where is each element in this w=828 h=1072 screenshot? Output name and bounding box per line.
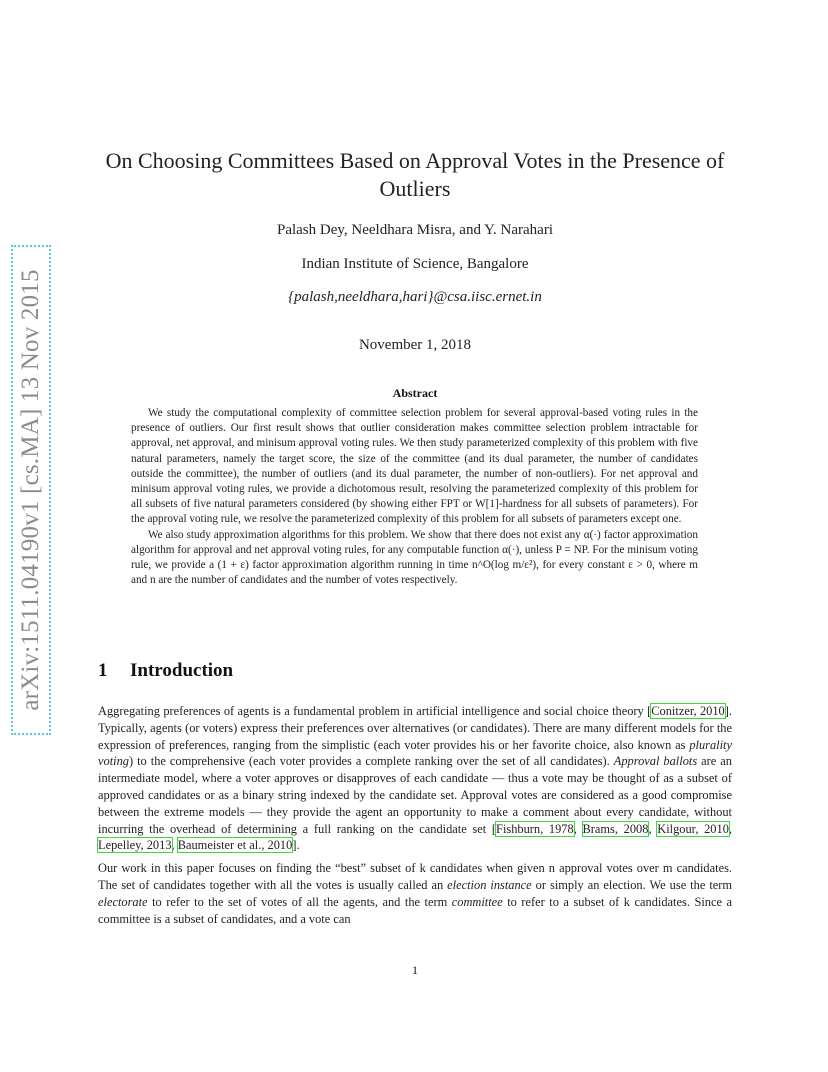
emphasis: Approval ballots xyxy=(613,754,698,769)
paper-title: On Choosing Committees Based on Approval Votes in the Presence of Outliers xyxy=(105,148,725,201)
text-run: are an intermediate model, where a voter approves or disapproves of each candidate — thus a vote may be thought of as a subset of approved candidates or as a binary string indexed by the candidate set. Approval votes are considered as a good compromise between the extreme models — they provide the agent an opportunity to make a comment about every candidate, without incurring the overhead of determining a full ranking on the candidate set xyxy=(98,754,732,836)
authors: Palash Dey, Neeldhara Misra, and Y. Narahari xyxy=(276,222,553,238)
citation-link[interactable]: Brams, 2008 xyxy=(582,821,649,836)
abstract-paragraph-2: We also study approximation algorithms for this problem. We show that there does not exist any α(·) factor approximation algorithm for approval and net approval voting rules, for any computable function α(·), unless P = NP. For the minisum voting rule, we provide a (1 + ε) factor approximation algorithm running in time n^O(log m/ε²), for every constant ε > 0, where m and n are the number of candidates and the number of votes respectively. xyxy=(131,528,698,587)
text-run: to refer to a subset of k candidates. Since a committee is a subset of candidates, and a vote can xyxy=(98,894,732,926)
abstract-paragraph-1: We study the computational complexity of committee selection problem for several approval-based voting rules in the presence of outliers. Our first result shows that outlier consideration makes committee selection problem intractable for approval, net approval, and minisum approval voting rules. We then study parameterized complexity of this problem with five natural parameters, namely the target score, the size of the committee (and its dual parameter, the number of candidates outside the committee), the number of outliers (and its dual parameter, the number of non-outliers). For net approval and minisum approval voting rules, we provide a dichotomous result, resolving the parameterized complexity of this problem for all subsets of five natural parameters considered (by showing either FPT or W[1]-hardness for all subsets of parameters). For the approval voting rule, we resolve the parameterized complexity of this problem for all subsets of parameters except one. xyxy=(131,407,698,526)
citation-link[interactable]: Kilgour, 2010 xyxy=(657,821,729,836)
text-run: . Typically, agents (or voters) express their preferences over alternatives (or candidates). There are many different models for the expression of preferences, ranging from the simplistic (each voter provides his or her favorite choice, also known as xyxy=(98,704,732,752)
emphasis: plurality voting xyxy=(98,737,732,769)
text-run: Aggregating preferences of agents is a fundamental problem in artificial intelligence and social choice theory xyxy=(98,704,648,718)
citation-link[interactable]: Conitzer, 2010 xyxy=(651,704,725,718)
text-run: to refer to the set of votes of all the agents, and the term xyxy=(147,894,452,909)
arxiv-stamp xyxy=(11,245,51,735)
citation-link[interactable]: Baumeister et al., 2010 xyxy=(177,838,293,853)
introduction-body xyxy=(98,703,732,933)
emphasis: electorate xyxy=(98,894,148,909)
emphasis: election instance xyxy=(447,877,532,892)
page-number: 1 xyxy=(412,963,418,977)
section-number: 1 xyxy=(98,660,108,681)
affiliation: Indian Institute of Science, Bangalore xyxy=(301,256,529,272)
text-run: ) to the comprehensive (each voter provides a complete ranking over the set of all candidates). xyxy=(128,754,614,769)
section-title: Introduction xyxy=(130,660,234,681)
arxiv-id: arXiv:1511.04190v1 [cs.MA] 13 Nov 2015 xyxy=(17,269,44,711)
intro-paragraph-1: Aggregating preferences of agents is a fundamental problem in artificial intelligence and social choice theory [Conitzer, 2010]. Typically, agents (or voters) express their preferences over alternatives (or candidates). There are many different models for the expression of preferences, ranging from the simplistic (each voter provides his or her favorite choice, also known as plurality voting) to the comprehensive (each voter provides a complete ranking over the set of all candidates). Approval ballots are an intermediate model, where a voter approves or disapproves of each candidate — thus a vote may be thought of as a subset of approved candidates or as a binary string indexed by the candidate set. Approval votes are considered as a good compromise between the extreme models — they provide the agent an opportunity to make a comment about every candidate, without incurring the overhead of determining a full ranking on the candidate set [Fishburn, 1978, Brams, 2008, Kilgour, 2010, Lepelley, 2013, Baumeister et al., 2010]. xyxy=(98,704,733,853)
abstract xyxy=(131,406,698,588)
email: {palash,neeldhara,hari}@csa.iisc.ernet.in xyxy=(288,289,542,305)
citation-link[interactable]: Lepelley, 2013 xyxy=(98,838,172,853)
citation-link[interactable]: Fishburn, 1978 xyxy=(496,821,574,836)
intro-paragraph-2 xyxy=(98,860,732,927)
text-run: Our work in this paper focuses on finding the “best” subset of k candidates when given n approval votes over m candidates. The set of candidates together with all the votes is usually called an xyxy=(98,861,732,892)
emphasis: committee xyxy=(451,894,503,909)
text-run: or simply an election. We use the term xyxy=(531,877,733,892)
abstract-heading: Abstract xyxy=(392,386,438,400)
date: November 1, 2018 xyxy=(358,337,472,353)
section-heading xyxy=(98,660,233,682)
